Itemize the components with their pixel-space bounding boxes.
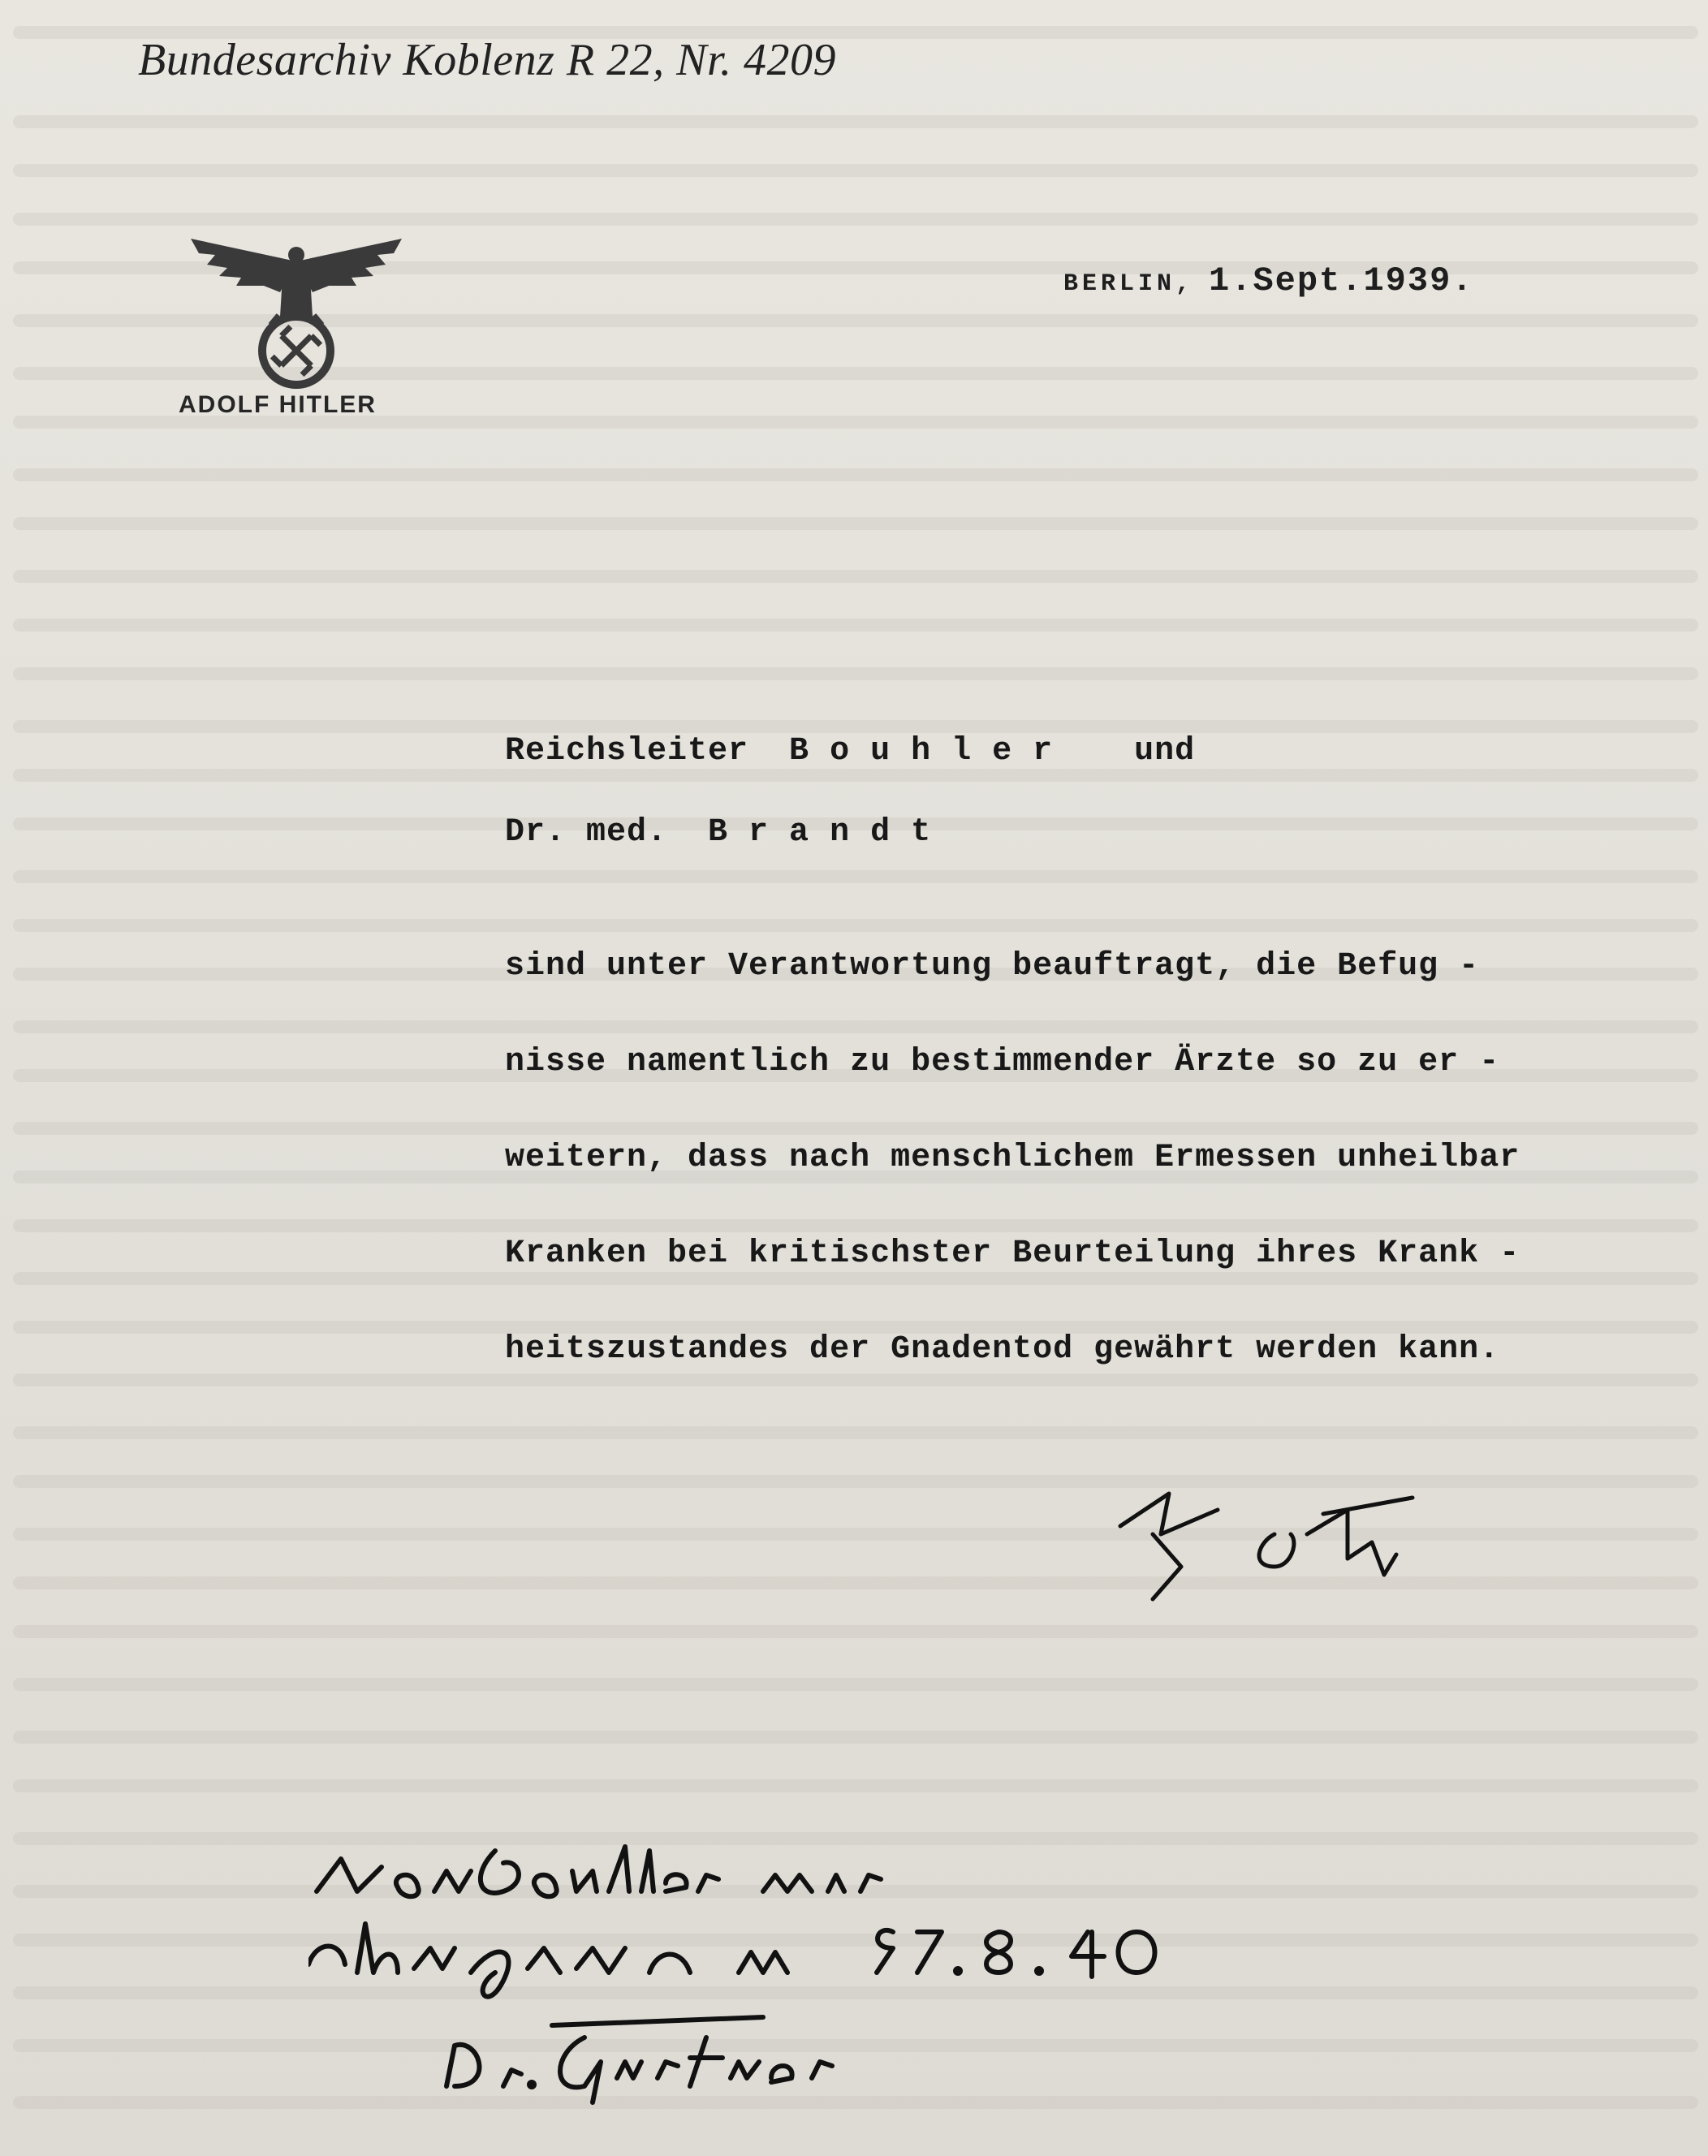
archive-reference: Bundesarchiv Koblenz R 22, Nr. 4209: [138, 35, 837, 85]
body-line-1: sind unter Verantwortung beauftragt, die Befug -: [505, 948, 1480, 985]
addressee-line-1: Reichsleiter B o u h l e r und: [505, 733, 1196, 770]
handwritten-note-scribble-icon: [308, 1843, 1283, 2111]
handwritten-signature: [1104, 1477, 1445, 1611]
eagle-swastika-emblem-icon: [183, 229, 410, 391]
handwritten-note: [308, 1843, 1283, 2115]
dateline: [1063, 261, 1473, 300]
body-line-3: weitern, dass nach menschlichem Ermessen unheilbar: [505, 1140, 1520, 1176]
body-line-5: heitszustandes der Gnadentod gewährt werden kann.: [505, 1331, 1500, 1368]
dateline-place: BERLIN,: [1063, 270, 1195, 298]
body-line-2: nisse namentlich zu bestimmender Ärzte so zu er -: [505, 1044, 1500, 1080]
letterhead-sender-name: ADOLF HITLER: [179, 391, 377, 418]
dateline-date: 1.Sept.1939.: [1209, 261, 1474, 300]
body-line-4: Kranken bei kritischster Beurteilung ihres Krank -: [505, 1235, 1520, 1272]
addressee-line-2: Dr. med. B r a n d t: [505, 814, 932, 851]
letterhead: [175, 229, 418, 432]
signature-scribble-icon: [1104, 1477, 1445, 1607]
